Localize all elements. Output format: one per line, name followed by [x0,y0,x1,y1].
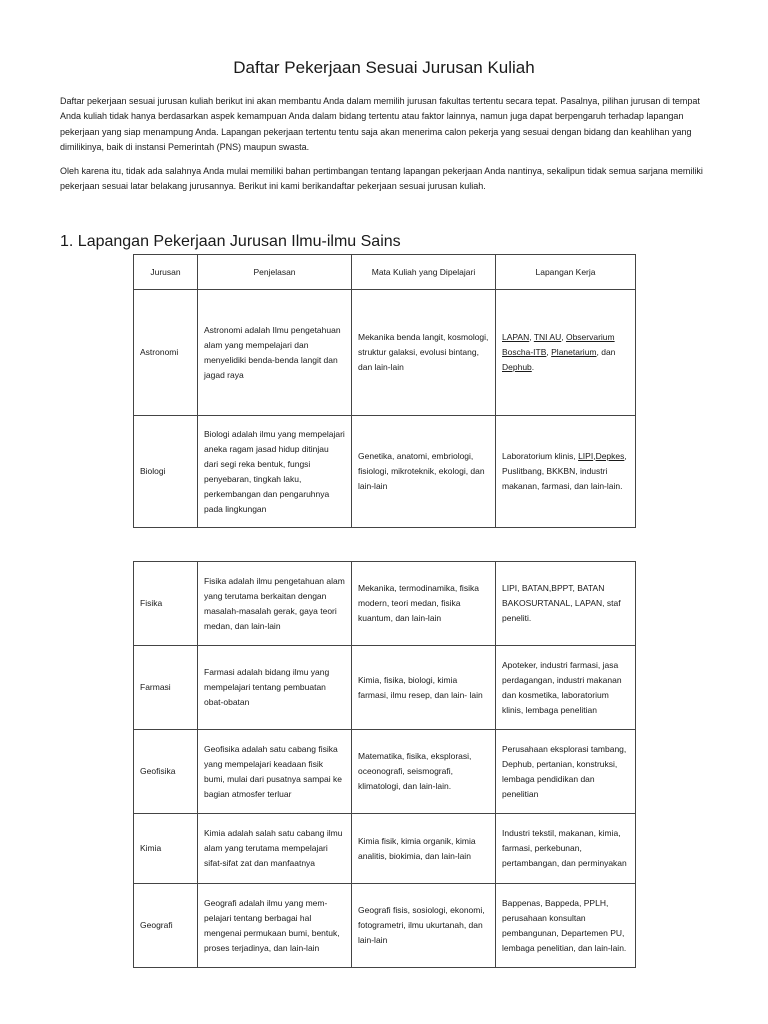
cell-lapangan-kerja: Bappenas, Bappeda, PPLH, perusahaan konsultan pembangunan, Departemen PU, lembaga penelitian, dan lain-lain. [496,884,636,968]
intro-paragraph-2: Oleh karena itu, tidak ada salahnya Anda mulai memiliki bahan pertimbangan tentang lapangan pekerjaan Anda nantinya, sekalipun tidak semua sarjana memiliki pekerjaan sesuai latar belakang jurusannya. Berikut ini kami berikandaftar pekerjaan sesuai jurusan kuliah. [60,166,703,192]
cell-mata-kuliah: Mekanika, termodinamika, fisika modern, teori medan, fisika kuantum, dan lain-lain [352,562,496,646]
cell-lapangan-kerja: Perusahaan eksplorasi tambang, Dephub, pertanian, konstruksi, lembaga pendidikan dan penelitian [496,730,636,814]
jobs-table-1 [133,254,636,528]
table-row [134,814,636,884]
table-header-row [134,255,636,290]
intro-paragraph-1: Daftar pekerjaan sesuai jurusan kuliah berikut ini akan membantu Anda dalam memilih jurusan fakultas tertentu secara tepat. Pasalnya, pilihan jurusan di tempat Anda kuliah tidak hanya berdasarkan aspek kemampuan Anda dalam bidang tertentu atau faktor lainnya, namun juga dapat berpengaruh terhadap lapangan pekerjaan yang siap menampung Anda. Lapangan pekerjaan tertentu tentu saja akan menerima calon pekerja yang sesuai dengan bidang dan keahlihan yang dimilikinya, baik di instansi Pemerintah (PNS) maupun swasta. [60,96,700,153]
link-dephub[interactable]: Dephub [502,362,532,372]
link-lipi[interactable]: LIPI [578,451,594,461]
separator-text: , [529,332,534,342]
cell-jurusan: Farmasi [134,646,198,730]
cell-lapangan-kerja: LIPI, BATAN,BPPT, BATAN BAKOSURTANAL, LAPAN, staf peneliti. [496,562,636,646]
cell-penjelasan: Astronomi adalah Ilmu pengetahuan alam yang mempelajari dan menyelidiki benda-benda langit dan jagad raya [198,290,352,416]
cell-penjelasan: Geografi adalah ilmu yang mem- pelajari tentang berbagai hal mengenai permukaan bumi, bentuk, proses terjadinya, dan lain-lain [198,884,352,968]
link-lapan[interactable]: LAPAN [502,332,530,342]
cell-jurusan: Fisika [134,562,198,646]
cell-penjelasan: Farmasi adalah bidang ilmu yang mempelajari tentang pembuatan obat-obatan [198,646,352,730]
cell-penjelasan: Fisika adalah ilmu pengetahuan alam yang terutama berkaitan dengan masalah-masalah gerak, gaya teori medan, dan lain-lain [198,562,352,646]
cell-mata-kuliah: Genetika, anatomi, embriologi, fisiologi, mikroteknik, ekologi, dan lain-lain [352,416,496,528]
table-row [134,884,636,968]
section-heading: 1. Lapangan Pekerjaan Jurusan Ilmu-ilmu Sains [60,233,401,250]
link-observarium-boscha[interactable]: Observarium Boscha-ITB [502,332,615,357]
header-lapangan-kerja: Lapangan Kerja [496,255,636,290]
table-row [134,730,636,814]
jobs-table-2 [133,561,636,968]
header-penjelasan: Penjelasan [198,255,352,290]
link-tni-au[interactable]: TNI AU [533,332,562,342]
cell-jurusan: Astronomi [134,290,198,416]
cell-mata-kuliah: Kimia fisik, kimia organik, kimia analitis, biokimia, dan lain-lain [352,814,496,884]
end-text: . [531,362,535,372]
prefix-text: Laboratorium klinis, [502,451,579,461]
table-row [134,290,636,416]
cell-lapangan-kerja [496,290,636,416]
table-row [134,646,636,730]
suffix-text: , Puslitbang, BKKBN, industri makanan, farmasi, dan lain-lain. [502,451,627,491]
table-row [134,416,636,528]
page-title: Daftar Pekerjaan Sesuai Jurusan Kuliah [233,58,535,77]
cell-penjelasan: Biologi adalah ilmu yang mempelajari aneka ragam jasad hidup ditinjau dari segi reka bentuk, fungsi penyebaran, tingkah laku, perkembangan dan pengaruhnya pada lingkungan [198,416,352,528]
separator-text: , [546,347,552,357]
link-planetarium[interactable]: Planetarium [551,347,597,357]
table-row [134,562,636,646]
separator-text: , [593,451,596,461]
cell-lapangan-kerja: Industri tekstil, makanan, kimia, farmasi, perkebunan, pertambangan, dan perminyakan [496,814,636,884]
cell-mata-kuliah: Matematika, fisika, eksplorasi, oceonografi, seismografi, klimatologi, dan lain-lain. [352,730,496,814]
separator-text: , dan [596,347,616,357]
cell-mata-kuliah: Geografi fisis, sosiologi, ekonomi, fotogrametri, ilmu ukurtanah, dan lain-lain [352,884,496,968]
cell-lapangan-kerja [496,416,636,528]
link-depkes[interactable]: Depkes [595,451,625,461]
header-jurusan: Jurusan [134,255,198,290]
cell-mata-kuliah: Kimia, fisika, biologi, kimia farmasi, ilmu resep, dan lain- lain [352,646,496,730]
cell-jurusan: Biologi [134,416,198,528]
separator-text: , [561,332,566,342]
header-mata-kuliah: Mata Kuliah yang Dipelajari [352,255,496,290]
cell-lapangan-kerja: Apoteker, industri farmasi, jasa perdagangan, industri makanan dan kosmetika, laboratorium klinis, lembaga penelitian [496,646,636,730]
cell-penjelasan: Kimia adalah salah satu cabang ilmu alam yang terutama mempelajari sifat-sifat zat dan manfaatnya [198,814,352,884]
cell-jurusan: Kimia [134,814,198,884]
cell-jurusan: Geofisika [134,730,198,814]
cell-jurusan: Geografi [134,884,198,968]
cell-penjelasan: Geofisika adalah satu cabang fisika yang mempelajari keadaan fisik bumi, mulai dari pusatnya sampai ke bagian atmosfer terluar [198,730,352,814]
cell-mata-kuliah: Mekanika benda langit, kosmologi, struktur galaksi, evolusi bintang, dan lain-lain [352,290,496,416]
